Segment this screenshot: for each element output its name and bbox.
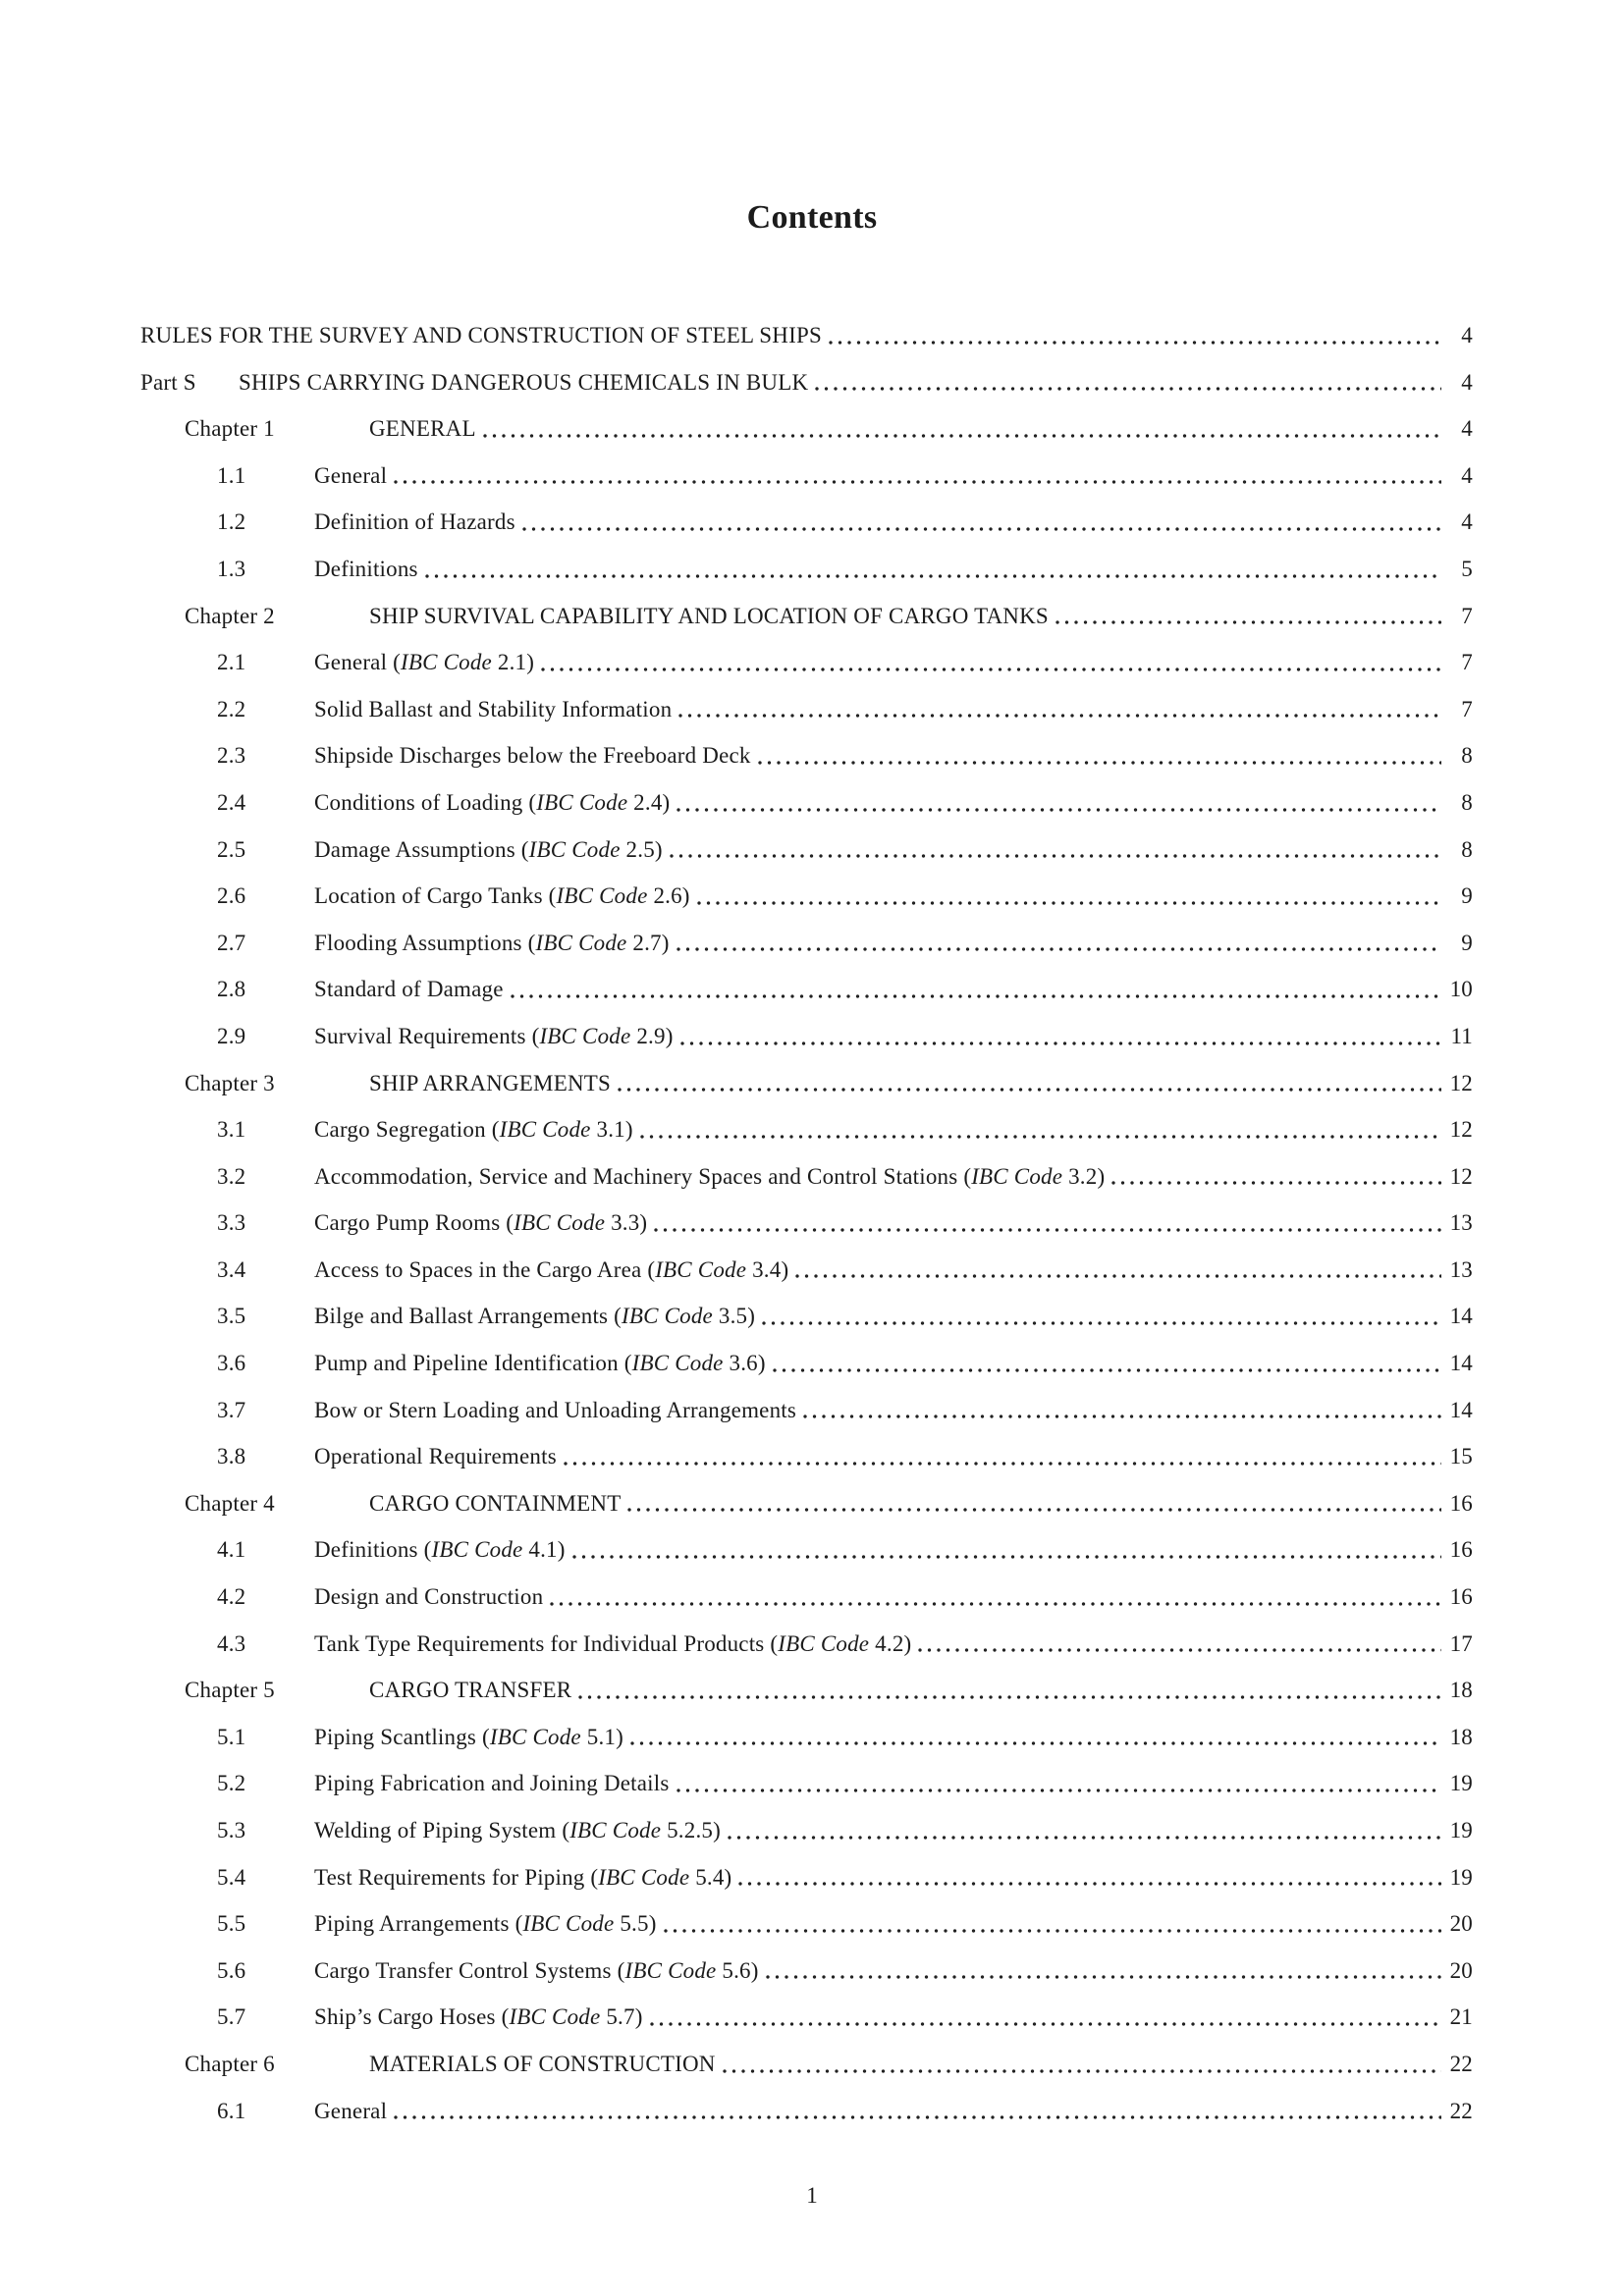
toc-entry-label: 1.1 [217, 462, 246, 488]
toc-entry[interactable] [140, 1667, 1473, 1714]
toc-entry[interactable] [140, 1200, 1473, 1247]
toc-entry[interactable] [140, 593, 1473, 640]
toc-entry-label: Chapter 1 [185, 416, 275, 442]
table-of-contents [140, 312, 1473, 2134]
toc-entry[interactable] [140, 1247, 1473, 1294]
toc-entry-page: 7 [1461, 650, 1473, 675]
toc-entry-page: 21 [1449, 2004, 1473, 2030]
toc-entry[interactable] [140, 873, 1473, 920]
toc-entry-page: 4 [1461, 323, 1473, 347]
dot-leader [677, 779, 1441, 827]
toc-entry-page: 4 [1461, 462, 1473, 488]
toc-entry-title: SHIPS CARRYING DANGEROUS CHEMICALS IN BULK [239, 369, 809, 395]
toc-entry-page: 10 [1449, 977, 1473, 1002]
toc-entry-label: Chapter 6 [185, 2051, 275, 2076]
toc-entry-label: 5.3 [217, 1818, 246, 1842]
toc-entry-title: Access to Spaces in the Cargo Area (IBC Code 3.4) [314, 1256, 789, 1282]
toc-entry-label: 2.7 [217, 930, 246, 955]
dot-leader [650, 1994, 1441, 2041]
toc-entry[interactable] [140, 827, 1473, 874]
toc-entry[interactable] [140, 1106, 1473, 1153]
toc-entry-page: 9 [1461, 930, 1473, 955]
toc-entry[interactable] [140, 1013, 1473, 1060]
toc-entry[interactable] [140, 1807, 1473, 1854]
toc-entry-label: 3.6 [217, 1351, 246, 1376]
toc-entry-label: Chapter 2 [185, 603, 275, 628]
dot-leader [803, 1387, 1441, 1434]
dot-leader [670, 827, 1441, 874]
toc-entry-label: 5.4 [217, 1864, 246, 1890]
toc-entry-title: Conditions of Loading (IBC Code 2.4) [314, 789, 671, 815]
toc-entry-label: 2.2 [217, 696, 246, 721]
toc-entry[interactable] [140, 405, 1473, 453]
toc-entry-title: Cargo Transfer Control Systems (IBC Code 5.6) [314, 1957, 759, 1983]
toc-entry-title: General (IBC Code 2.1) [314, 650, 535, 675]
toc-entry-page: 14 [1449, 1351, 1473, 1376]
toc-entry[interactable] [140, 1526, 1473, 1574]
toc-entry[interactable] [140, 1621, 1473, 1668]
toc-entry-title: MATERIALS OF CONSTRUCTION [369, 2051, 716, 2076]
toc-entry-page: 18 [1449, 1678, 1473, 1703]
toc-entry[interactable] [140, 1387, 1473, 1434]
toc-entry-title: GENERAL [369, 416, 476, 442]
toc-entry-label: 3.1 [217, 1117, 246, 1143]
toc-entry-title: Accommodation, Service and Machinery Spaces and Control Stations (IBC Code 3.2) [314, 1163, 1106, 1189]
dot-leader [795, 1247, 1441, 1294]
toc-entry-title: Operational Requirements [314, 1444, 557, 1469]
dot-leader [762, 1293, 1441, 1340]
dot-leader [654, 1200, 1441, 1247]
toc-entry[interactable] [140, 1760, 1473, 1807]
toc-entry-title: Bow or Stern Loading and Unloading Arrangements [314, 1397, 797, 1422]
toc-entry[interactable] [140, 966, 1473, 1013]
dot-leader [522, 499, 1441, 546]
toc-entry-title: Design and Construction [314, 1584, 544, 1610]
toc-entry-title: Cargo Segregation (IBC Code 3.1) [314, 1117, 633, 1143]
dot-leader [394, 2088, 1441, 2135]
toc-entry-title: Survival Requirements (IBC Code 2.9) [314, 1023, 674, 1048]
toc-entry-title: General [314, 2098, 388, 2123]
toc-entry-page: 19 [1449, 1818, 1473, 1842]
toc-entry-page: 12 [1449, 1070, 1473, 1095]
toc-entry-page: 7 [1461, 696, 1473, 721]
dot-leader [664, 1900, 1441, 1948]
toc-entry-label: 3.3 [217, 1210, 246, 1236]
toc-entry-label: 3.5 [217, 1304, 246, 1329]
toc-entry-title: General [314, 462, 388, 488]
toc-entry-label: 3.8 [217, 1444, 246, 1469]
toc-entry-label: 1.3 [217, 556, 246, 581]
toc-entry[interactable] [140, 920, 1473, 967]
toc-entry-page: 4 [1461, 509, 1473, 535]
toc-entry[interactable] [140, 1060, 1473, 1107]
toc-entry-title: Flooding Assumptions (IBC Code 2.7) [314, 930, 670, 955]
toc-entry-title: Ship’s Cargo Hoses (IBC Code 5.7) [314, 2004, 643, 2030]
toc-entry[interactable] [140, 1854, 1473, 1901]
toc-entry[interactable] [140, 1433, 1473, 1480]
dot-leader [678, 686, 1441, 733]
toc-entry-page: 4 [1461, 369, 1473, 395]
dot-leader [677, 1760, 1441, 1807]
dot-leader [766, 1948, 1441, 1995]
toc-entry-page: 8 [1461, 836, 1473, 862]
dot-leader [677, 920, 1441, 967]
dot-leader [640, 1106, 1441, 1153]
dot-leader [564, 1433, 1441, 1480]
dot-leader [697, 873, 1441, 920]
toc-entry-page: 4 [1461, 416, 1473, 442]
footer-page-number: 1 [806, 2183, 818, 2208]
toc-entry[interactable] [140, 1948, 1473, 1995]
toc-entry[interactable] [140, 732, 1473, 779]
toc-entry[interactable] [140, 1480, 1473, 1527]
toc-entry[interactable] [140, 453, 1473, 500]
dot-leader [738, 1854, 1441, 1901]
dot-leader [728, 1807, 1441, 1854]
toc-entry-title: Piping Arrangements (IBC Code 5.5) [314, 1911, 657, 1937]
toc-entry[interactable] [140, 359, 1473, 406]
dot-leader [829, 312, 1441, 359]
toc-entry-page: 16 [1449, 1537, 1473, 1563]
toc-entry-title: Bilge and Ballast Arrangements (IBC Code 3.5) [314, 1304, 756, 1329]
toc-entry-label: 1.2 [217, 509, 246, 535]
page-title: Contents [746, 199, 878, 236]
toc-entry-title: Definitions (IBC Code 4.1) [314, 1537, 566, 1563]
toc-entry-title: Piping Scantlings (IBC Code 5.1) [314, 1724, 623, 1749]
toc-entry-title: Piping Fabrication and Joining Details [314, 1771, 670, 1796]
toc-entry[interactable] [140, 1574, 1473, 1621]
toc-entry-label: 3.4 [217, 1256, 246, 1282]
toc-entry[interactable] [140, 1153, 1473, 1201]
toc-entry-page: 13 [1449, 1256, 1473, 1282]
toc-entry-page: 20 [1449, 1911, 1473, 1937]
toc-entry-title: Standard of Damage [314, 977, 504, 1002]
toc-entry-title: Tank Type Requirements for Individual Products (IBC Code 4.2) [314, 1630, 912, 1656]
dot-leader [723, 2041, 1441, 2088]
toc-entry[interactable] [140, 1900, 1473, 1948]
dot-leader [550, 1574, 1441, 1621]
toc-entry[interactable] [140, 312, 1473, 359]
dot-leader [425, 546, 1441, 593]
toc-entry-page: 12 [1449, 1117, 1473, 1143]
toc-entry-label: 3.2 [217, 1163, 246, 1189]
toc-entry-page: 18 [1449, 1724, 1473, 1749]
toc-entry-page: 20 [1449, 1957, 1473, 1983]
dot-leader [758, 732, 1441, 779]
toc-entry-label: Chapter 5 [185, 1678, 275, 1703]
toc-entry[interactable] [140, 639, 1473, 686]
toc-entry-page: 9 [1461, 883, 1473, 909]
toc-entry-label: 2.1 [217, 650, 246, 675]
dot-leader [511, 966, 1441, 1013]
toc-entry-page: 16 [1449, 1490, 1473, 1516]
toc-entry-page: 12 [1449, 1163, 1473, 1189]
toc-entry-title: Location of Cargo Tanks (IBC Code 2.6) [314, 883, 690, 909]
toc-entry-page: 22 [1449, 2098, 1473, 2123]
dot-leader [483, 405, 1441, 453]
toc-entry[interactable] [140, 1340, 1473, 1387]
toc-entry[interactable] [140, 1714, 1473, 1761]
toc-entry[interactable] [140, 2088, 1473, 2135]
toc-entry-title: CARGO CONTAINMENT [369, 1490, 622, 1516]
toc-entry-page: 14 [1449, 1397, 1473, 1422]
toc-entry-label: 5.6 [217, 1957, 246, 1983]
toc-entry-page: 19 [1449, 1864, 1473, 1890]
toc-entry-page: 14 [1449, 1304, 1473, 1329]
dot-leader [1111, 1153, 1441, 1201]
toc-entry-label: 5.1 [217, 1724, 246, 1749]
toc-entry-label: Chapter 4 [185, 1490, 275, 1516]
toc-entry-label: Chapter 3 [185, 1070, 275, 1095]
toc-entry[interactable] [140, 686, 1473, 733]
dot-leader [572, 1526, 1441, 1574]
toc-entry[interactable] [140, 1293, 1473, 1340]
dot-leader [541, 639, 1441, 686]
toc-entry-title: SHIP SURVIVAL CAPABILITY AND LOCATION OF CARGO TANKS [369, 603, 1049, 628]
toc-entry-label: 5.2 [217, 1771, 246, 1796]
toc-entry[interactable] [140, 779, 1473, 827]
dot-leader [627, 1480, 1441, 1527]
toc-entry-page: 15 [1449, 1444, 1473, 1469]
toc-entry-title: RULES FOR THE SURVEY AND CONSTRUCTION OF STEEL SHIPS [140, 323, 822, 347]
toc-entry-label: 2.9 [217, 1023, 246, 1048]
toc-entry-label: 6.1 [217, 2098, 246, 2123]
toc-entry-label: 2.3 [217, 743, 246, 769]
toc-entry-label: 2.8 [217, 977, 246, 1002]
toc-entry-title: Test Requirements for Piping (IBC Code 5.4) [314, 1864, 732, 1890]
toc-entry-title: CARGO TRANSFER [369, 1678, 572, 1703]
toc-entry[interactable] [140, 1994, 1473, 2041]
toc-entry-page: 16 [1449, 1584, 1473, 1610]
toc-entry[interactable] [140, 2041, 1473, 2088]
dot-leader [680, 1013, 1441, 1060]
toc-entry-label: 2.6 [217, 883, 246, 909]
toc-entry-label: 4.3 [217, 1630, 246, 1656]
toc-entry-title: Welding of Piping System (IBC Code 5.2.5) [314, 1818, 721, 1842]
toc-entry[interactable] [140, 546, 1473, 593]
toc-entry-page: 11 [1450, 1023, 1473, 1048]
toc-entry-page: 8 [1461, 743, 1473, 769]
toc-entry-title: Shipside Discharges below the Freeboard Deck [314, 743, 751, 769]
toc-entry-label: Part S [140, 369, 196, 395]
toc-entry-label: 4.1 [217, 1537, 246, 1563]
toc-entry-title: Solid Ballast and Stability Information [314, 696, 673, 721]
toc-entry-title: Pump and Pipeline Identification (IBC Code 3.6) [314, 1351, 766, 1376]
dot-leader [578, 1667, 1441, 1714]
toc-entry-title: Definitions [314, 556, 418, 581]
toc-entry-page: 17 [1449, 1630, 1473, 1656]
toc-entry-page: 19 [1449, 1771, 1473, 1796]
toc-entry-page: 5 [1461, 556, 1473, 581]
toc-entry-page: 13 [1449, 1210, 1473, 1236]
toc-entry-page: 8 [1461, 789, 1473, 815]
toc-entry-label: 3.7 [217, 1397, 246, 1422]
toc-entry-page: 22 [1449, 2051, 1473, 2076]
toc-entry-page: 7 [1461, 603, 1473, 628]
dot-leader [618, 1060, 1441, 1107]
dot-leader [815, 359, 1441, 406]
dot-leader [918, 1621, 1441, 1668]
dot-leader [394, 453, 1441, 500]
toc-entry-title: SHIP ARRANGEMENTS [369, 1070, 612, 1095]
toc-entry-label: 2.5 [217, 836, 246, 862]
dot-leader [630, 1714, 1441, 1761]
toc-entry[interactable] [140, 499, 1473, 546]
toc-entry-label: 5.5 [217, 1911, 246, 1937]
toc-entry-title: Damage Assumptions (IBC Code 2.5) [314, 836, 663, 862]
toc-entry-label: 4.2 [217, 1584, 246, 1610]
toc-entry-label: 5.7 [217, 2004, 246, 2030]
toc-entry-title: Definition of Hazards [314, 509, 515, 535]
toc-entry-title: Cargo Pump Rooms (IBC Code 3.3) [314, 1210, 648, 1236]
dot-leader [1056, 593, 1441, 640]
toc-entry-label: 2.4 [217, 789, 246, 815]
dot-leader [773, 1340, 1441, 1387]
